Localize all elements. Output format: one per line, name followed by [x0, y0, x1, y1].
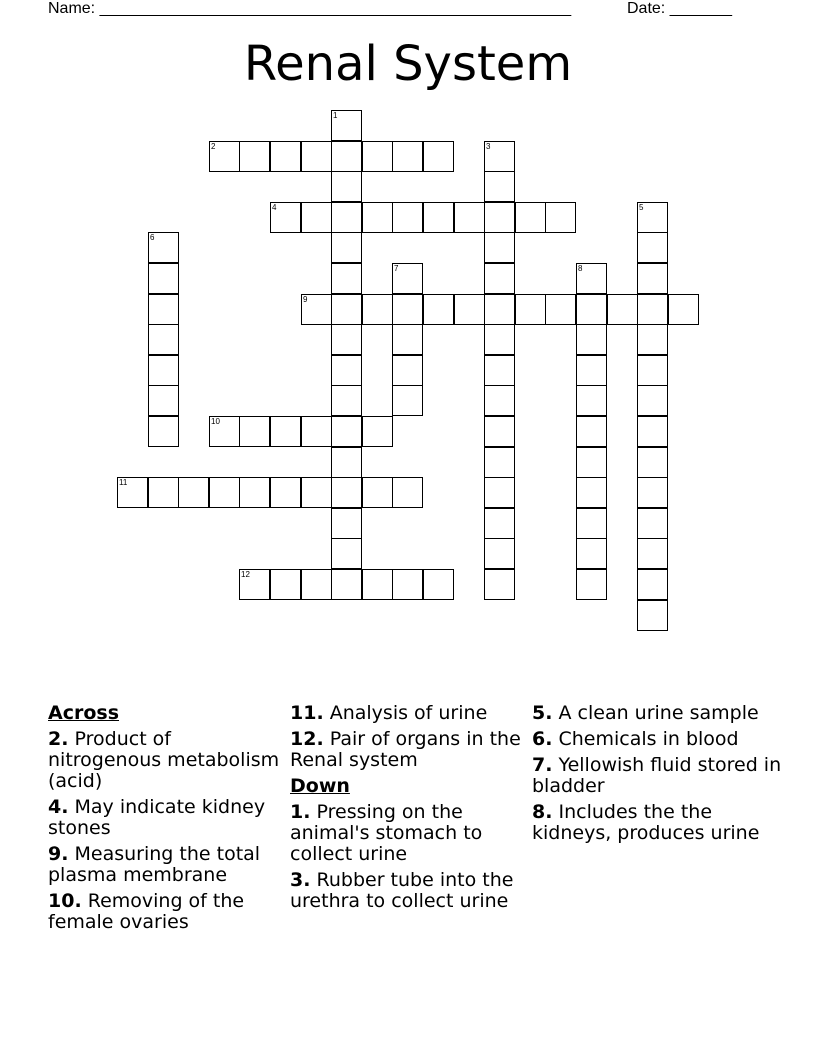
- grid-cell[interactable]: [239, 477, 270, 508]
- grid-cell[interactable]: [331, 538, 362, 569]
- grid-cell[interactable]: [301, 477, 332, 508]
- grid-cell[interactable]: [209, 416, 240, 447]
- grid-cell[interactable]: [362, 141, 393, 172]
- grid-cell[interactable]: [454, 202, 485, 233]
- grid-cell[interactable]: [576, 508, 607, 539]
- grid-cell[interactable]: [331, 477, 362, 508]
- grid-cell[interactable]: [637, 447, 668, 478]
- grid-cell[interactable]: [392, 202, 423, 233]
- grid-cell[interactable]: [484, 294, 515, 325]
- grid-cell[interactable]: [331, 447, 362, 478]
- grid-cell[interactable]: [362, 477, 393, 508]
- grid-cell[interactable]: [637, 538, 668, 569]
- grid-cell[interactable]: [392, 141, 423, 172]
- grid-cell[interactable]: [392, 294, 423, 325]
- across-clue-10: [48, 891, 288, 933]
- grid-cell[interactable]: [637, 294, 668, 325]
- clue-number-label: 9: [303, 295, 308, 304]
- grid-cell[interactable]: [576, 447, 607, 478]
- clue-number: 10.: [48, 890, 82, 912]
- grid-cell[interactable]: [331, 385, 362, 416]
- clue-number-label: 3: [486, 142, 491, 151]
- grid-cell[interactable]: [484, 171, 515, 202]
- clue-text: Removing of the female ovaries: [48, 890, 245, 933]
- grid-cell[interactable]: [392, 569, 423, 600]
- grid-cell[interactable]: [576, 324, 607, 355]
- grid-cell[interactable]: [270, 202, 301, 233]
- clue-number: 12.: [290, 728, 324, 750]
- grid-cell[interactable]: [331, 416, 362, 447]
- grid-cell[interactable]: [301, 416, 332, 447]
- grid-cell[interactable]: [331, 141, 362, 172]
- grid-cell[interactable]: [148, 294, 179, 325]
- clue-number-label: 5: [639, 203, 644, 212]
- down-clue-8: [532, 802, 782, 844]
- grid-cell[interactable]: [484, 447, 515, 478]
- grid-cell[interactable]: [148, 324, 179, 355]
- grid-cell[interactable]: [576, 477, 607, 508]
- grid-cell[interactable]: [637, 508, 668, 539]
- grid-cell[interactable]: [484, 508, 515, 539]
- grid-cell[interactable]: [209, 477, 240, 508]
- grid-cell[interactable]: [637, 355, 668, 386]
- down-clue-5: [532, 703, 782, 724]
- grid-cell[interactable]: [392, 385, 423, 416]
- grid-cell[interactable]: [637, 569, 668, 600]
- clue-number: 6.: [532, 728, 553, 750]
- grid-cell[interactable]: [576, 294, 607, 325]
- clue-number-label: 2: [211, 142, 216, 151]
- across-clue-9: [48, 844, 288, 886]
- across-clue-4: [48, 797, 288, 839]
- grid-cell[interactable]: [148, 263, 179, 294]
- across-clue-11: [290, 703, 526, 724]
- grid-cell[interactable]: [484, 385, 515, 416]
- clue-text: Yellowish fluid stored in bladder: [532, 754, 782, 797]
- clue-text: Measuring the total plasma membrane: [48, 843, 261, 886]
- grid-cell[interactable]: [331, 508, 362, 539]
- clue-number: 4.: [48, 796, 69, 818]
- clue-number: 2.: [48, 728, 69, 750]
- clue-number-label: 1: [333, 111, 338, 120]
- grid-cell[interactable]: [362, 569, 393, 600]
- grid-cell[interactable]: [239, 569, 270, 600]
- grid-cell[interactable]: [331, 324, 362, 355]
- grid-cell[interactable]: [270, 141, 301, 172]
- clue-number-label: 10: [211, 417, 220, 426]
- clue-number: 11.: [290, 702, 324, 724]
- grid-cell[interactable]: [576, 538, 607, 569]
- grid-cell[interactable]: [301, 569, 332, 600]
- grid-cell[interactable]: [637, 202, 668, 233]
- across-clue-12: [290, 729, 526, 771]
- grid-cell[interactable]: [362, 294, 393, 325]
- grid-cell[interactable]: [423, 202, 454, 233]
- grid-cell[interactable]: [331, 232, 362, 263]
- across-clue-2: [48, 729, 288, 792]
- grid-cell[interactable]: [484, 569, 515, 600]
- grid-cell[interactable]: [545, 294, 576, 325]
- grid-cell[interactable]: [637, 385, 668, 416]
- clue-number: 1.: [290, 801, 311, 823]
- grid-cell[interactable]: [607, 294, 638, 325]
- grid-cell[interactable]: [392, 263, 423, 294]
- grid-cell[interactable]: [362, 202, 393, 233]
- grid-cell[interactable]: [331, 110, 362, 141]
- clue-column-1: [48, 703, 288, 938]
- grid-cell[interactable]: [301, 141, 332, 172]
- clue-column-3: [532, 703, 782, 849]
- grid-cell[interactable]: [484, 324, 515, 355]
- grid-cell[interactable]: [637, 416, 668, 447]
- grid-cell[interactable]: [239, 141, 270, 172]
- grid-cell[interactable]: [576, 569, 607, 600]
- grid-cell[interactable]: [148, 355, 179, 386]
- grid-cell[interactable]: [270, 477, 301, 508]
- grid-cell[interactable]: [392, 324, 423, 355]
- grid-cell[interactable]: [331, 263, 362, 294]
- grid-cell[interactable]: [484, 477, 515, 508]
- grid-cell[interactable]: [637, 477, 668, 508]
- grid-cell[interactable]: [637, 324, 668, 355]
- clue-text: Includes the the kidneys, produces urine: [532, 801, 760, 844]
- grid-cell[interactable]: [484, 538, 515, 569]
- down-clue-3: [290, 870, 526, 912]
- grid-cell[interactable]: [331, 171, 362, 202]
- grid-cell[interactable]: [484, 202, 515, 233]
- grid-cell[interactable]: [484, 141, 515, 172]
- grid-cell[interactable]: [637, 600, 668, 631]
- grid-cell[interactable]: [576, 263, 607, 294]
- grid-cell[interactable]: [515, 202, 546, 233]
- grid-cell[interactable]: [117, 477, 148, 508]
- grid-cell[interactable]: [331, 355, 362, 386]
- grid-cell[interactable]: [148, 385, 179, 416]
- grid-cell[interactable]: [484, 355, 515, 386]
- clue-number-label: 11: [119, 478, 128, 487]
- grid-cell[interactable]: [576, 416, 607, 447]
- grid-cell[interactable]: [484, 232, 515, 263]
- name-field-label: Name: _____________________________________________________: [48, 0, 572, 17]
- clue-text: Product of nitrogenous metabolism (acid): [48, 728, 280, 792]
- grid-cell[interactable]: [454, 294, 485, 325]
- down-clue-6: [532, 729, 782, 750]
- across-heading: Across: [48, 702, 120, 724]
- clue-number: 7.: [532, 754, 553, 776]
- grid-cell[interactable]: [392, 355, 423, 386]
- down-heading: Down: [290, 775, 350, 797]
- clue-number-label: 6: [150, 233, 155, 242]
- clue-text: May indicate kidney stones: [48, 796, 266, 839]
- grid-cell[interactable]: [545, 202, 576, 233]
- grid-cell[interactable]: [423, 294, 454, 325]
- clue-number: 9.: [48, 843, 69, 865]
- grid-cell[interactable]: [148, 477, 179, 508]
- grid-cell[interactable]: [270, 416, 301, 447]
- clue-number-label: 12: [241, 570, 250, 579]
- grid-cell[interactable]: [148, 416, 179, 447]
- clue-number-label: 8: [578, 264, 583, 273]
- grid-cell[interactable]: [484, 263, 515, 294]
- puzzle-title: Renal System: [243, 36, 573, 92]
- clue-number: 5.: [532, 702, 553, 724]
- grid-cell[interactable]: [392, 477, 423, 508]
- date-field-label: Date: _______: [627, 0, 732, 17]
- clue-text: A clean urine sample: [558, 702, 759, 724]
- grid-cell[interactable]: [178, 477, 209, 508]
- grid-cell[interactable]: [576, 355, 607, 386]
- grid-cell[interactable]: [148, 232, 179, 263]
- grid-cell[interactable]: [637, 232, 668, 263]
- clue-number-label: 4: [272, 203, 277, 212]
- grid-cell[interactable]: [576, 385, 607, 416]
- clue-number: 8.: [532, 801, 553, 823]
- grid-cell[interactable]: [331, 202, 362, 233]
- down-clue-7: [532, 755, 782, 797]
- clue-text: Rubber tube into the urethra to collect urine: [290, 869, 514, 912]
- clue-number-label: 7: [394, 264, 399, 273]
- grid-cell[interactable]: [270, 569, 301, 600]
- down-clue-1: [290, 802, 526, 865]
- grid-cell[interactable]: [239, 416, 270, 447]
- clue-text: Pair of organs in the Renal system: [290, 728, 521, 771]
- grid-cell[interactable]: [331, 569, 362, 600]
- grid-cell[interactable]: [423, 569, 454, 600]
- clue-column-2: [290, 703, 526, 917]
- grid-cell[interactable]: [362, 416, 393, 447]
- clue-text: Pressing on the animal's stomach to collect urine: [290, 801, 483, 865]
- grid-cell[interactable]: [484, 416, 515, 447]
- grid-cell[interactable]: [637, 263, 668, 294]
- grid-cell[interactable]: [301, 202, 332, 233]
- grid-cell[interactable]: [515, 294, 546, 325]
- grid-cell[interactable]: [668, 294, 699, 325]
- clue-number: 3.: [290, 869, 311, 891]
- clue-text: Analysis of urine: [329, 702, 488, 724]
- grid-cell[interactable]: [209, 141, 240, 172]
- grid-cell[interactable]: [423, 141, 454, 172]
- grid-cell[interactable]: [301, 294, 332, 325]
- clue-text: Chemicals in blood: [558, 728, 739, 750]
- grid-cell[interactable]: [331, 294, 362, 325]
